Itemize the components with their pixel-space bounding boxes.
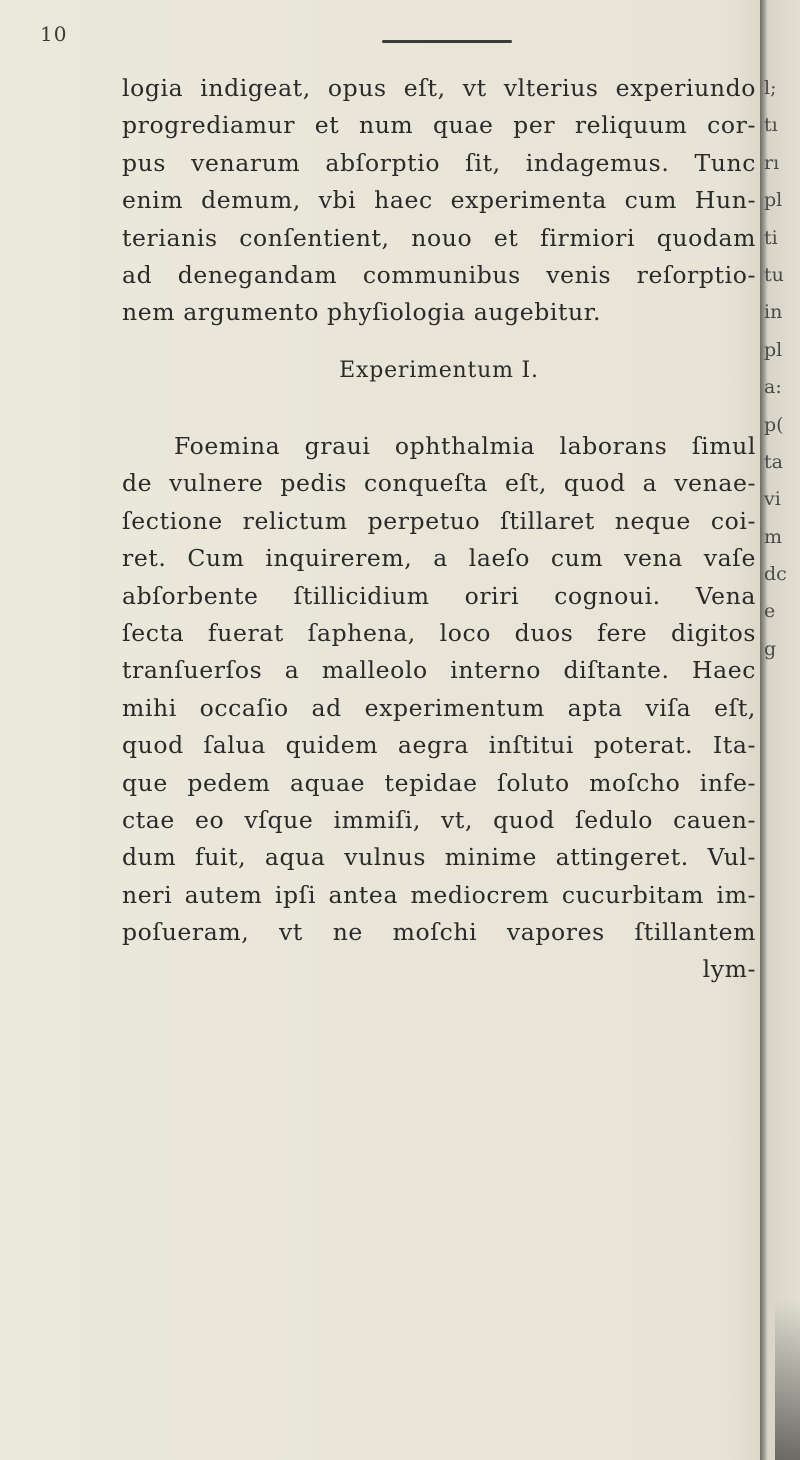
- margin-fragment: a:: [764, 376, 782, 399]
- text-line: ſecta fuerat ſaphena, loco duos fere digitos: [122, 618, 756, 647]
- margin-fragment: m: [764, 525, 783, 548]
- margin-fragment: tu: [764, 263, 784, 286]
- text-line: pus venarum abſorptio ſit, indagemus. Tunc: [122, 148, 756, 177]
- text-line: mihi occaſio ad experimentum apta viſa eſt,: [122, 693, 756, 722]
- text-line: de vulnere pedis conqueſta eſt, quod a venae-: [122, 469, 756, 498]
- facing-page-fragments: [764, 70, 796, 668]
- page-number: 10: [40, 22, 68, 46]
- margin-fragment: vi: [764, 488, 781, 511]
- header-rule: [382, 40, 512, 43]
- text-line: que pedem aquae tepidae ſoluto moſcho infe-: [122, 768, 756, 797]
- margin-fragment: pl: [764, 189, 783, 212]
- margin-fragment: in: [764, 301, 783, 324]
- margin-fragment: e: [764, 600, 776, 623]
- text-line: terianis conſentient, nouo et firmiori quodam: [122, 223, 756, 252]
- text-line: quod ſalua quidem aegra inſtitui poterat. Ita-: [122, 731, 756, 760]
- catchword: lym-: [702, 955, 756, 984]
- text-line: logia indigeat, opus eſt, vt vlterius experiundo: [122, 74, 756, 102]
- text-line: dum fuit, aqua vulnus minime attingeret. Vul-: [122, 843, 756, 872]
- text-line: progrediamur et num quae per reliquum cor-: [122, 111, 756, 140]
- margin-fragment: ti: [764, 226, 778, 249]
- margin-fragment: l;: [764, 77, 777, 99]
- section-heading: Experimentum I.: [339, 358, 539, 383]
- margin-fragment: dc: [764, 563, 787, 586]
- text-line: ad denegandam communibus venis reſorptio-: [122, 260, 756, 289]
- text-line: ſectione relictum perpetuo ſtillaret neque coi-: [122, 506, 756, 535]
- text-line: enim demum, vbi haec experimenta cum Hun-: [122, 186, 756, 215]
- text-line: tranſuerſos a malleolo interno diſtante. Haec: [122, 656, 756, 685]
- paragraph-2: [122, 428, 756, 989]
- margin-fragment: tı: [764, 114, 778, 137]
- text-line: ctae eo vſque immiſi, vt, quod ſedulo cauen-: [122, 805, 756, 834]
- text-line: abſorbente ſtillicidium oriri cognoui. Vena: [122, 581, 756, 610]
- text-line: nem argumento phyſiologia augebitur.: [122, 298, 602, 327]
- text-line: poſueram, vt ne moſchi vapores ſtillantem: [122, 918, 756, 947]
- paragraph-1: [122, 70, 756, 332]
- gutter-shadow: [775, 1300, 800, 1460]
- text-line: Foemina graui ophthalmia laborans ſimul: [174, 432, 756, 460]
- margin-fragment: rı: [764, 151, 780, 174]
- margin-fragment: ta: [764, 450, 783, 473]
- margin-fragment: g: [764, 637, 777, 660]
- text-line: ret. Cum inquirerem, a laeſo cum vena vaſe: [122, 544, 756, 573]
- margin-fragment: p(: [764, 413, 784, 436]
- text-line: neri autem ipſi antea mediocrem cucurbitam im-: [122, 880, 756, 909]
- margin-fragment: pl: [764, 338, 783, 361]
